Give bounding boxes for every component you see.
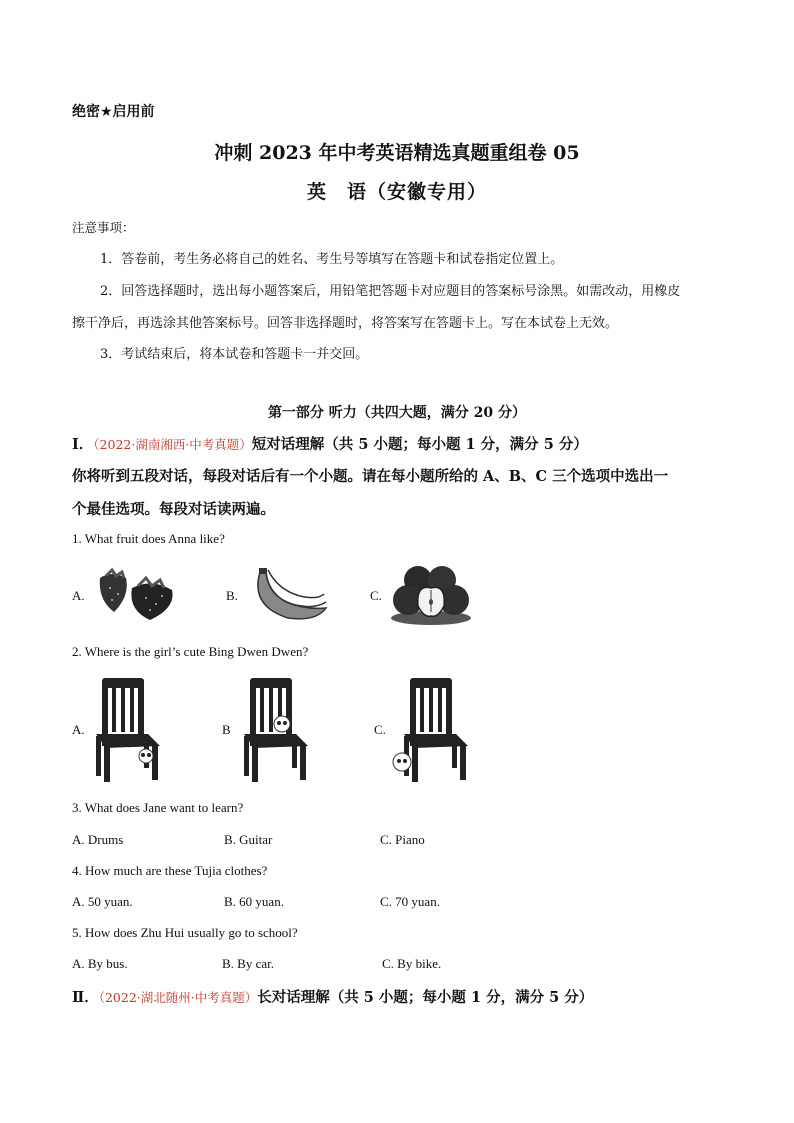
strawberry-icon [92,566,182,622]
section1-instruction-line1: 你将听到五段对话，每段对话后有一个小题。请在每小题所给的 A、B、C 三个选项中选出一 [72,468,669,485]
section1-source: （2022·湖南湘西·中考真题） [93,437,252,452]
question-2: 2. Where is the girl’s cute Bing Dwen Dwen? [72,644,309,659]
notice-heading: 注意事项： [72,220,135,235]
apple-icon [388,560,474,626]
q1-option-c: C. [370,588,382,603]
page-title: 冲刺 2023 年中考英语精选真题重组卷 05 [214,142,580,164]
q2-option-c: C. [374,722,386,737]
q5-option-b: B. By car. [222,956,274,971]
q5-option-c: C. By bike. [382,956,442,971]
notice-item-2-cont: 擦干净后，再选涂其他答案标号。回答非选择题时，将答案写在答题卡上。写在本试卷上无效。 [72,316,619,331]
notice-item-2: 2．回答选择题时，选出每小题答案后，用铅笔把答题卡对应题目的答案标号涂黑。如需改动，用橡皮 [100,284,681,299]
q5-option-a: A. By bus. [72,956,128,971]
notice-item-3: 3．考试结束后，将本试卷和答题卡一并交回。 [100,347,369,362]
question-5: 5. How does Zhu Hui usually go to school? [72,925,298,940]
section1-heading [72,433,588,454]
q4-option-b: B. 60 yuan. [224,894,284,909]
banana-icon [246,566,330,624]
question-4: 4. How much are these Tujia clothes? [72,863,268,878]
question-3: 3. What does Jane want to learn? [72,800,244,815]
page-subtitle: 英 语（安徽专用） [306,181,487,203]
section2-source: （2022·湖北随州·中考真题） [98,990,258,1005]
section2-number: Ⅱ． [72,989,99,1006]
q3-option-b: B. Guitar [224,832,273,847]
q2-option-a: A. [72,722,85,737]
question-1: 1. What fruit does Anna like? [72,531,225,546]
section1-number: Ⅰ． [72,436,94,453]
q4-option-c: C. 70 yuan. [380,894,440,909]
q3-option-c: C. Piano [380,832,425,847]
part1-heading: 第一部分 听力（共四大题，满分 20 分） [267,405,527,421]
confidential-label: 绝密★启用前 [72,104,155,120]
section1-title: 短对话理解（共 5 小题；每小题 1 分，满分 5 分） [251,436,588,453]
notice-item-1: 1．答卷前，考生务必将自己的姓名、考生号等填写在答题卡和试卷指定位置上。 [100,252,564,267]
section2-heading [72,986,593,1007]
chair-panda-under-icon [90,676,170,786]
q2-option-b: B [222,722,231,737]
q3-option-a: A. Drums [72,832,124,847]
section2-title: 长对话理解（共 5 小题；每小题 1 分，满分 5 分） [257,989,594,1006]
section1-instruction-line2: 个最佳选项。每段对话读两遍。 [72,501,275,518]
chair-panda-beside-icon [390,676,470,786]
q1-option-a: A. [72,588,85,603]
chair-panda-on-icon [238,676,318,786]
q1-option-b: B. [226,588,238,603]
q4-option-a: A. 50 yuan. [72,894,133,909]
